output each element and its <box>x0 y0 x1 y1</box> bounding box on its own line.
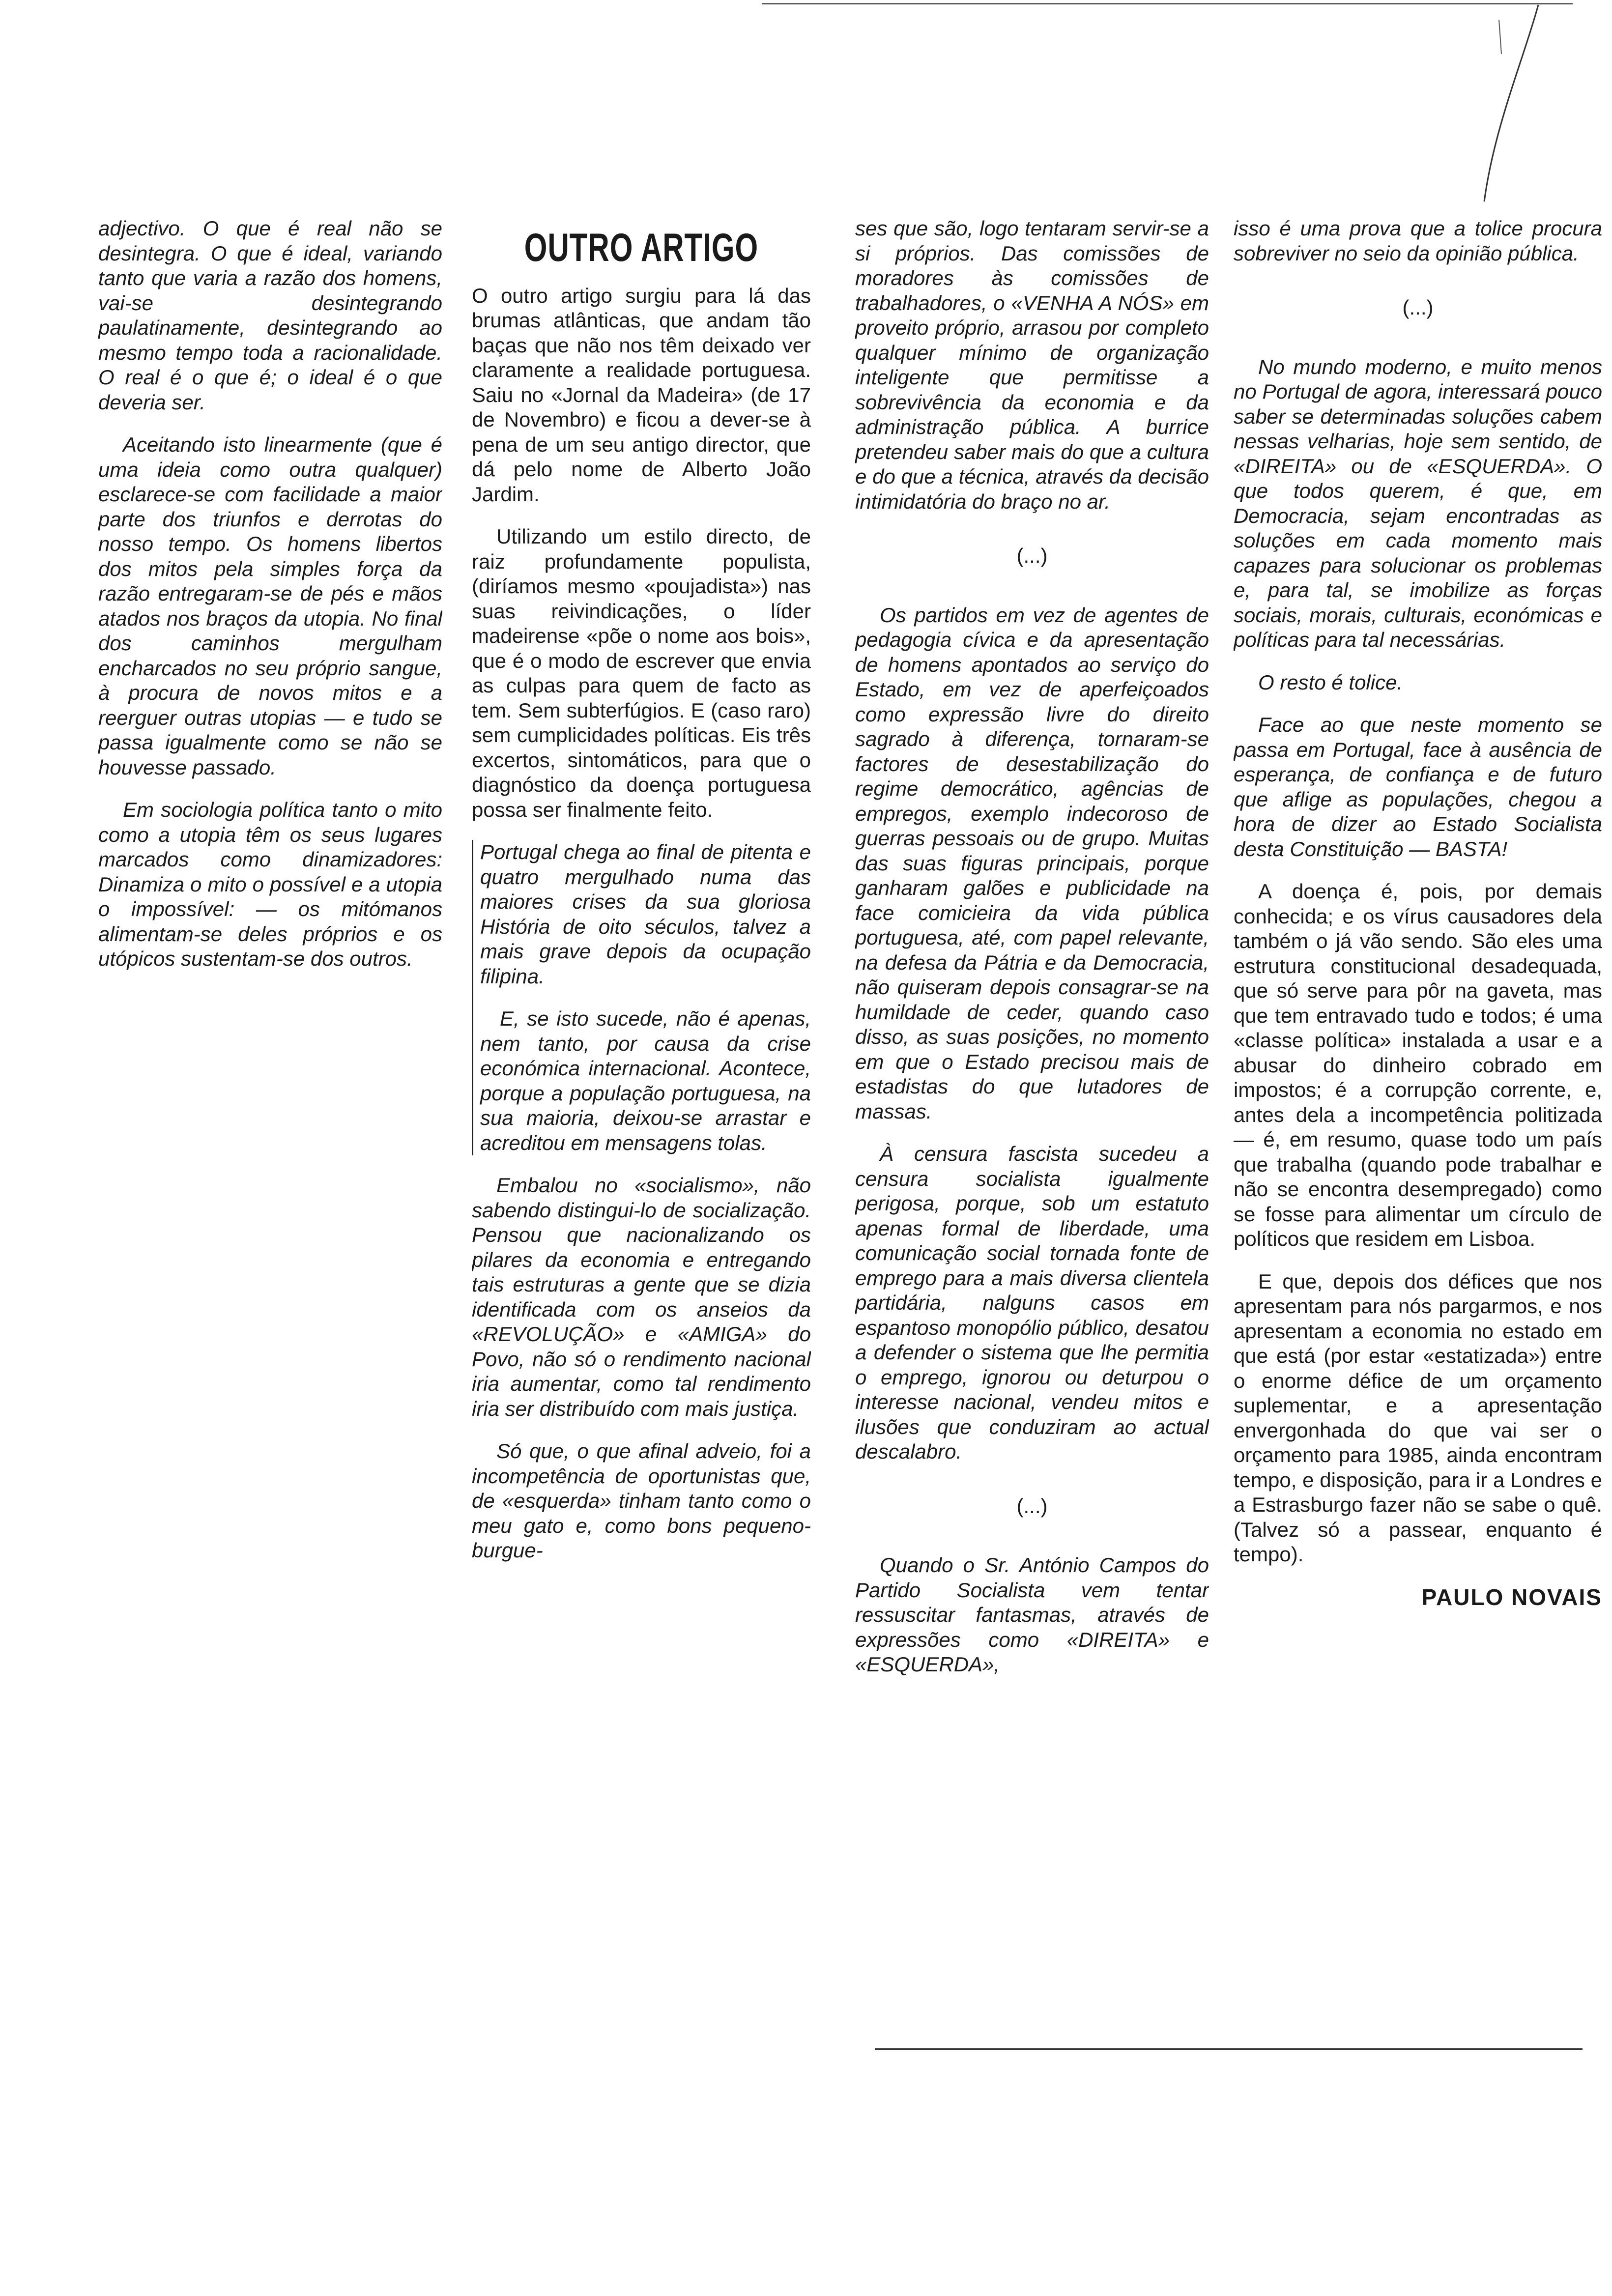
col3-ellipsis-1: (...) <box>1016 544 1048 567</box>
col1-paragraph-1: adjectivo. O que é real não se desintegra. O que é ideal, variando tanto que varia a razão dos homens, vai-se desintegrando paulatinamente, desintegrando ao mesmo tempo toda a racionalidade. O real é o que é; o ideal é o que deveria ser. <box>98 217 442 414</box>
scan-edge-curve <box>1465 0 1543 206</box>
col3-paragraph-4: Quando o Sr. António Campos do Partido Socialista vem tentar ressuscitar fantasmas, através de expressões como «DIREITA» e «ESQUERDA», <box>855 1553 1209 1676</box>
quote-paragraph-2: E, se isto sucede, não é apenas, nem tanto, por causa da crise económica internacional. Acontece, porque a população portuguesa, na sua maioria, deixou-se arrastar e acreditou em mensagens tolas. <box>480 1007 811 1154</box>
column-2 <box>472 216 811 1581</box>
col1-paragraph-3: Em sociologia política tanto o mito como a utopia têm os seus lugares marcados como dinamizadores: Dinamiza o mito o possível e a utopia o impossível: — os mitómanos alimentam-se deles próprios e os utópicos sustentam-se dos outros. <box>98 798 442 970</box>
col1-paragraph-2: Aceitando isto linearmente (que é uma ideia como outra qualquer) esclarece-se com facilidade a maior parte dos triunfos e derrotas do nosso tempo. Os homens libertos dos mitos pela simples força da razão entregaram-se de pés e mãos atados nos braços da utopia. No final dos caminhos mergulham encharcados no seu próprio sangue, à procura de novos mitos e a reerguer outras utopias — e tudo se passa igualmente como se não se houvesse passado. <box>98 433 442 779</box>
column-3 <box>855 216 1209 1695</box>
col2-paragraph-1: O outro artigo surgiu para lá das brumas atlânticas, que andam tão baças que não nos têm deixado ver claramente a realidade portuguesa. Saiu no «Jornal da Madeira» (de 17 de Novembro) e ficou a dever-se à pena de um seu antigo director, que dá pelo nome de Alberto João Jardim. <box>472 284 811 506</box>
quoted-excerpt <box>472 840 811 1155</box>
author-byline: PAULO NOVAIS <box>1421 1584 1602 1609</box>
col4-paragraph-1: isso é uma prova que a tolice procura sobreviver no seio da opinião pública. <box>1234 217 1602 265</box>
bottom-rule <box>875 2048 1583 2050</box>
col4-paragraph-2: No mundo moderno, e muito menos no Portugal de agora, interessará pouco saber se determinadas soluções cabem nessas velharias, hoje sem sentido, de «DIREITA» ou de «ESQUERDA». O que todos querem, é que, em Democracia, sejam encontradas as soluções em cada momento mais capazes para solucionar os problemas e, para tal, se imobilize as forças sociais, morais, culturais, económicas e políticas para tal necessárias. <box>1234 355 1602 651</box>
col3-paragraph-2: Os partidos em vez de agentes de pedagogia cívica e da apresentação de homens apontados ao serviço do Estado, em vez de aperfeiçoados como expressão livre do direito sagrado à diferença, tornaram-se factores de desestabilização do regime democrático, agências de empregos, exemplo indecoroso de guerras pessoais ou de grupo. Muitas das suas figuras principais, porque ganharam galões e publicidade na face comicieira da vida pública portuguesa, até, com papel relevante, na defesa da Pátria e da Democracia, não quiseram depois consagrar-se na humildade de ceder, quando caso disso, as suas posições, no momento em que o Estado precisou mais de estadistas do que lutadores de massas. <box>855 603 1209 1123</box>
col4-paragraph-6: E que, depois dos défices que nos apresentam para nós pargarmos, e nos apresentam a economia no estado em que está (por estar «estatizada») entre o enorme défice de um orçamento suplementar, e a apresentação envergonhada do que vai ser o orçamento para 1985, ainda encontram tempo, e disposição, para ir a Londres e a Estrasburgo fazer não se sabe o quê. (Talvez só a passear, enquanto é tempo). <box>1234 1269 1602 1566</box>
col3-ellipsis-2: (...) <box>1016 1494 1048 1518</box>
column-1 <box>98 216 442 989</box>
col4-paragraph-3: O resto é tolice. <box>1258 670 1403 694</box>
col3-paragraph-1: ses que são, logo tentaram servir-se a si próprios. Das comissões de moradores às comissões de trabalhadores, o «VENHA A NÓS» em proveito próprio, arrasou por completo qualquer mínimo de organização inteligente que permitisse a sobrevivência da economia e da administração pública. A burrice pretendeu saber mais do que a cultura e do que a técnica, através da decisão intimidatória do braço no ar. <box>855 217 1209 513</box>
col2-paragraph-4: Só que, o que afinal adveio, foi a incompetência de oportunistas que, de «esquerda» tinham tanto como o meu gato e, como bons pequeno-burgue- <box>472 1439 811 1562</box>
col4-ellipsis: (...) <box>1402 296 1434 319</box>
col4-paragraph-4: Face ao que neste momento se passa em Portugal, face à ausência de esperança, de confiança e de futuro que aflige as populações, chegou a hora de dizer ao Estado Socialista desta Constituição — BASTA! <box>1234 713 1602 861</box>
quote-paragraph-1: Portugal chega ao final de pitenta e quatro mergulhado numa das maiores crises da sua gloriosa História de oito séculos, talvez a mais grave depois da ocupação filipina. <box>480 840 811 988</box>
scan-top-rule <box>762 3 1573 4</box>
section-title: OUTRO ARTIGO <box>524 225 759 270</box>
col2-paragraph-3: Embalou no «socialismo», não sabendo distingui-lo de socialização. Pensou que nacionalizando os pilares da economia e entregando tais estruturas a gente que se dizia identificada com os anseios da «REVOLUÇÃO» e «AMIGA» do Povo, não só o rendimento nacional iria aumentar, como tal rendimento iria ser distribuído com mais justiça. <box>472 1174 811 1420</box>
col4-paragraph-5: A doença é, pois, por demais conhecida; e os vírus causadores dela também o já vão sendo. São eles uma estrutura constitucional desadequada, que só serve para pôr na gaveta, mas que tem entravado tudo e todos; é uma «classe política» instalada a usar e a abusar do dinheiro cobrado em impostos; é a corrupção corrente, e, antes dela a incompetência politizada — é, em resumo, quase todo um país que trabalha (quando pode trabalhar e não se encontra desempregado) como se fosse para alimentar um círculo de políticos que residem em Lisboa. <box>1234 880 1602 1250</box>
col2-paragraph-2: Utilizando um estilo directo, de raiz profundamente populista, (diríamos mesmo «poujadista») nas suas reivindicações, o líder madeirense «põe o nome aos bois», que é o modo de escrever que envia as culpas para quem de facto as tem. Sem subterfúgios. E (caso raro) sem cumplicidades políticas. Eis três excertos, sintomáticos, para que o diagnóstico da doença portuguesa possa ser finalmente feito. <box>472 525 811 821</box>
column-4 <box>1234 216 1602 1609</box>
col3-paragraph-3: À censura fascista sucedeu a censura socialista igualmente perigosa, porque, sob um estatuto apenas formal de liberdade, uma comunicação social tornada fonte de emprego para a mais diversa clientela partidária, nalguns casos em espantoso monopólio público, desatou a defender o sistema que lhe permitia o emprego, ignorou ou deturpou o interesse nacional, vendeu mitos e ilusões que conduziram ao actual descalabro. <box>855 1142 1209 1463</box>
